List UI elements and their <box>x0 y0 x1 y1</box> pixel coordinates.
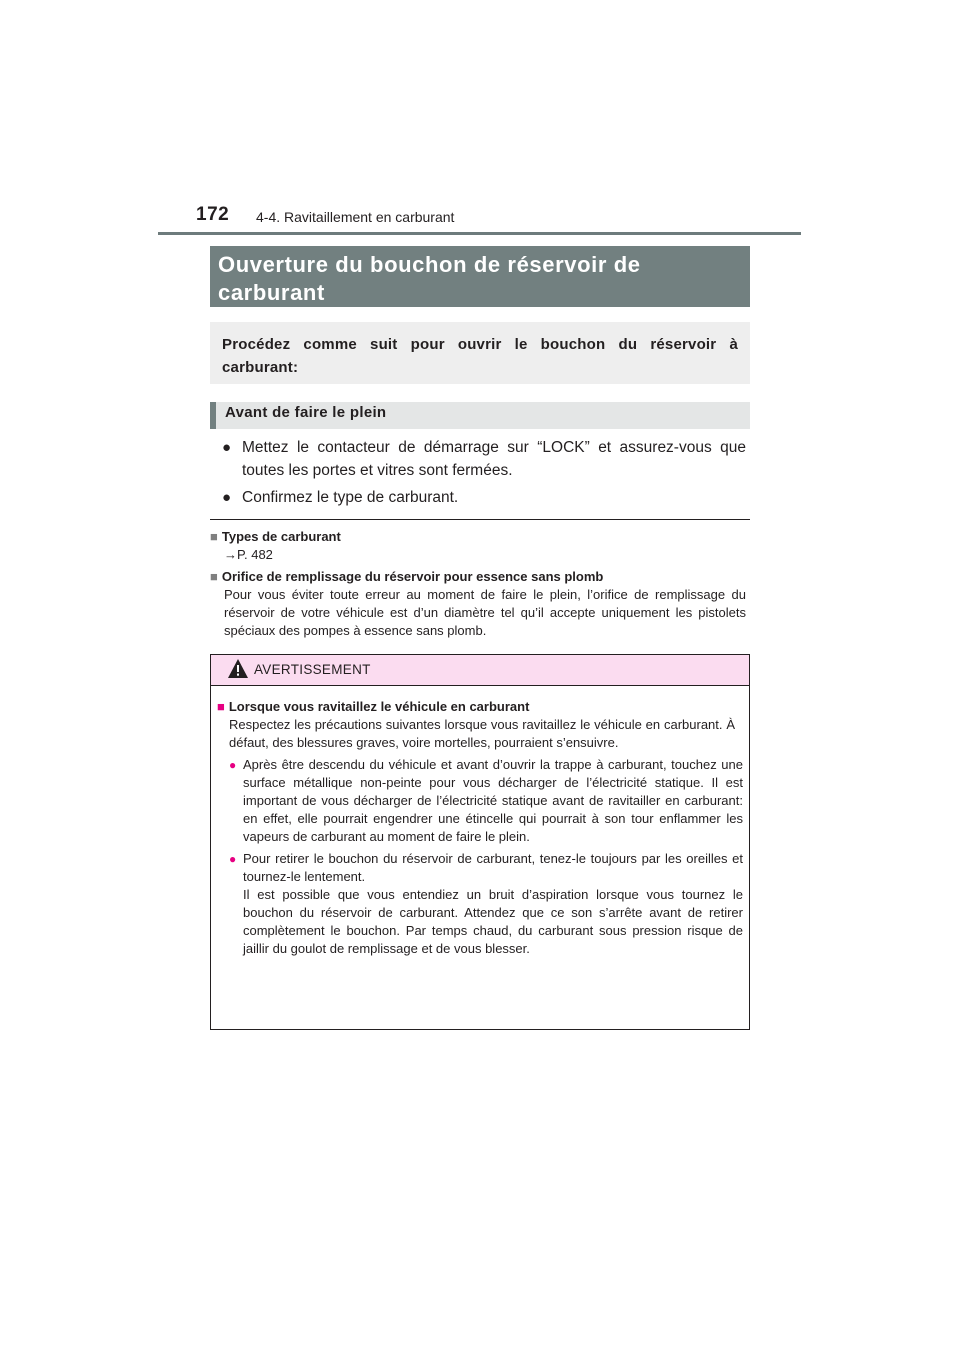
page-number: 172 <box>196 204 230 225</box>
section-reference: 4-4. Ravitaillement en carburant <box>256 209 455 225</box>
warning-box <box>210 654 750 1030</box>
bullet-icon: ● <box>222 439 232 456</box>
warning-triangle-icon <box>227 658 249 685</box>
intro-text: Procédez comme suit pour ouvrir le bouchon du réservoir à carburant: <box>222 336 738 376</box>
note-heading <box>210 528 746 546</box>
page-title-line-1: Ouverture du bouchon de réservoir de <box>218 252 641 277</box>
page-reference-link[interactable]: →P. 482 <box>224 547 273 562</box>
warning-heading <box>217 698 743 716</box>
note-heading <box>210 568 746 586</box>
bullet-item <box>222 486 746 509</box>
subheading-text: Avant de faire le plein <box>225 404 387 421</box>
warning-content <box>211 686 749 958</box>
bullet-icon: ● <box>229 758 237 772</box>
note-body: Pour vous éviter toute erreur au moment de faire le plein, l’orifice de remplissage du réservoir de votre véhicule est d’un diamètre tel qu’il accepte uniquement les pistolets spéciaux des pompes à essence sans plomb. <box>224 587 746 638</box>
warning-intro: Respectez les précautions suivantes lorsque vous ravitaillez le véhicule en carburant. À défaut, des blessures graves, voire mortelles, pourraient s’ensuivre. <box>229 717 735 750</box>
bullet-text: Confirmez le type de carburant. <box>242 489 459 506</box>
page-title-line-2: carburant <box>218 280 325 305</box>
bullet-icon: ● <box>229 852 237 866</box>
warning-item <box>217 850 743 958</box>
bullet-icon: ● <box>222 489 232 506</box>
square-icon: ■ <box>210 529 218 544</box>
warning-item <box>217 756 743 846</box>
warning-title: AVERTISSEMENT <box>254 662 371 677</box>
bullet-item <box>222 436 746 482</box>
header-rule <box>158 232 801 235</box>
square-icon: ■ <box>210 569 218 584</box>
intro-box <box>210 322 750 384</box>
warning-heading-text: Lorsque vous ravitaillez le véhicule en carburant <box>228 699 530 714</box>
warning-item-text: Pour retirer le bouchon du réservoir de carburant, tenez-le toujours par les oreilles et tournez-le lentement. <box>243 851 743 884</box>
note-heading-text: Types de carburant <box>221 529 341 544</box>
square-icon: ■ <box>217 699 225 714</box>
page-title <box>210 246 750 307</box>
bullet-list <box>222 436 746 513</box>
notes-section <box>210 526 746 640</box>
notes-divider <box>210 519 750 520</box>
bullet-text: Mettez le contacteur de démarrage sur “LOCK” et assurez-vous que toutes les portes et vitres sont fermées. <box>242 439 746 479</box>
subheading <box>210 402 750 429</box>
warning-item-text: Il est possible que vous entendiez un bruit d’aspiration lorsque vous tournez le bouchon du réservoir de carburant. Attendez que ce son s’arrête avant de retirer complètement le bouchon. Par temps chaud, du carburant sous pression risque de jaillir du goulot de remplissage et de vous blesser. <box>243 887 743 956</box>
warning-item-text: Après être descendu du véhicule et avant d’ouvrir la trappe à carburant, touchez une surface métallique non-peinte pour vous décharger de l’électricité statique. Il est important de vous décharger de l’électricité statique avant de ravitailler en carburant: en effet, elle pourrait engendrer une étincelle qui pourrait à son tour enflammer les vapeurs de carburant au moment de faire le plein. <box>243 757 743 844</box>
note-heading-text: Orifice de remplissage du réservoir pour essence sans plomb <box>221 569 604 584</box>
warning-header <box>211 655 749 686</box>
